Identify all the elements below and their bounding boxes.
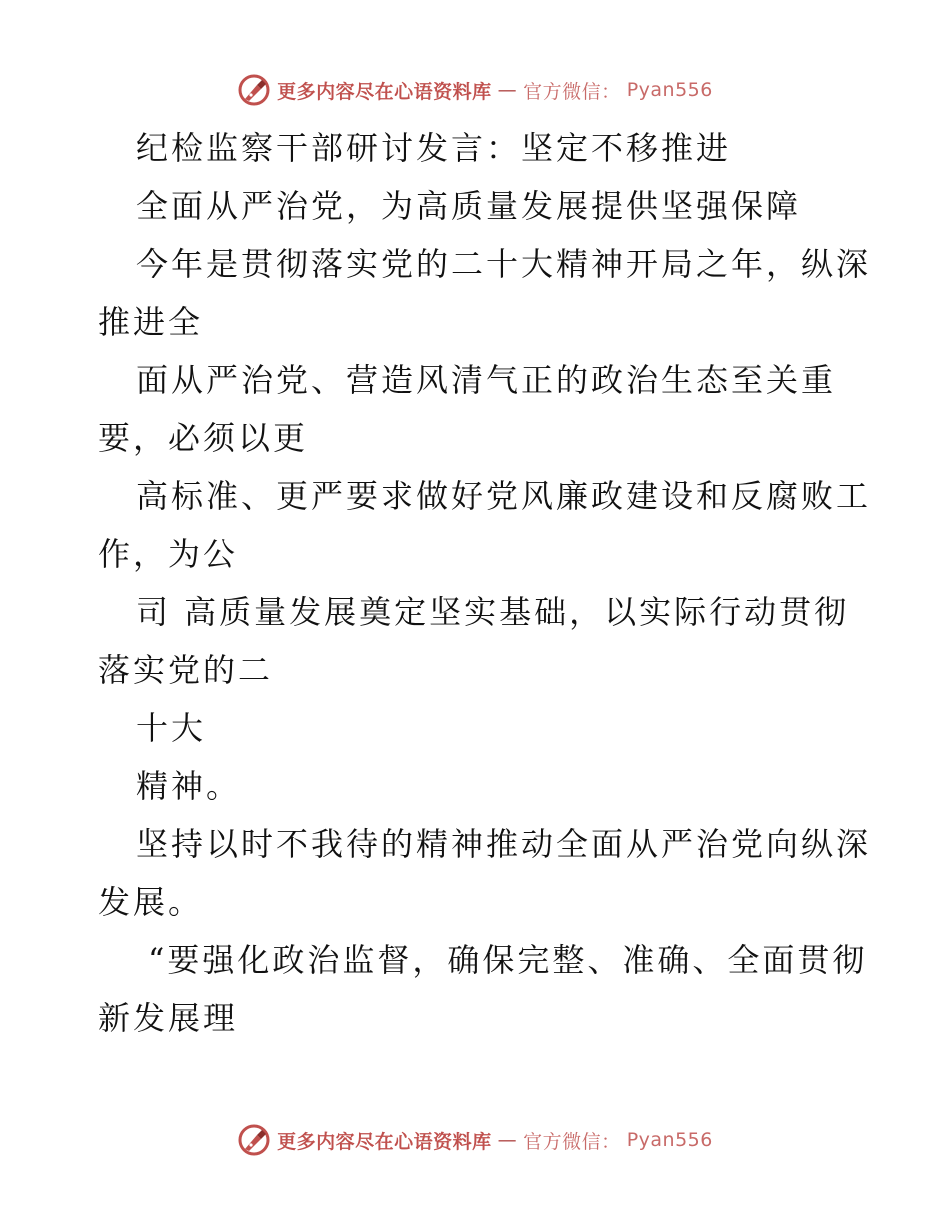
body-line: 面从严治党、营造风清气正的政治生态至关重: [136, 361, 837, 399]
body-line: 全面从严治党，为高质量发展提供坚强保障: [136, 187, 802, 225]
body-line: 新发展理: [98, 999, 239, 1037]
pen-nib-logo-icon: [237, 1123, 271, 1157]
body-line: 发展。: [98, 883, 204, 921]
footer-banner: [0, 1120, 950, 1160]
body-line: 纪检监察干部研讨发言：坚定不移推进: [136, 129, 732, 167]
body-line: 落实党的二: [98, 651, 274, 689]
body-line: 推进全: [98, 303, 204, 341]
body-line: 今年是贯彻落实党的二十大精神开局之年，纵深: [136, 245, 872, 283]
header-banner: [0, 70, 950, 110]
banner-wechat-id: Pyan556: [626, 79, 713, 101]
body-line: 要，必须以更: [98, 419, 309, 457]
banner-wechat-label: 官方微信：: [523, 80, 621, 103]
body-line: 精神。: [136, 767, 242, 805]
body-line: 十大: [136, 709, 207, 747]
banner-separator: —: [497, 79, 518, 101]
banner-wechat-label: 官方微信：: [523, 1130, 621, 1153]
body-line: 作，为公: [98, 535, 239, 573]
banner-wechat-id: Pyan556: [626, 1129, 713, 1151]
body-line: 高标准、更严要求做好党风廉政建设和反腐败工: [136, 477, 872, 515]
body-line: 坚持以时不我待的精神推动全面从严治党向纵深: [136, 825, 872, 863]
body-line: “要强化政治监督，确保完整、准确、全面贯彻: [148, 941, 868, 979]
pen-nib-logo-icon: [237, 73, 271, 107]
banner-brand-text: 更多内容尽在心语资料库: [277, 1130, 492, 1153]
body-line: 司 高质量发展奠定坚实基础，以实际行动贯彻: [136, 593, 850, 631]
banner-brand-text: 更多内容尽在心语资料库: [277, 80, 492, 103]
banner-separator: —: [497, 1129, 518, 1151]
